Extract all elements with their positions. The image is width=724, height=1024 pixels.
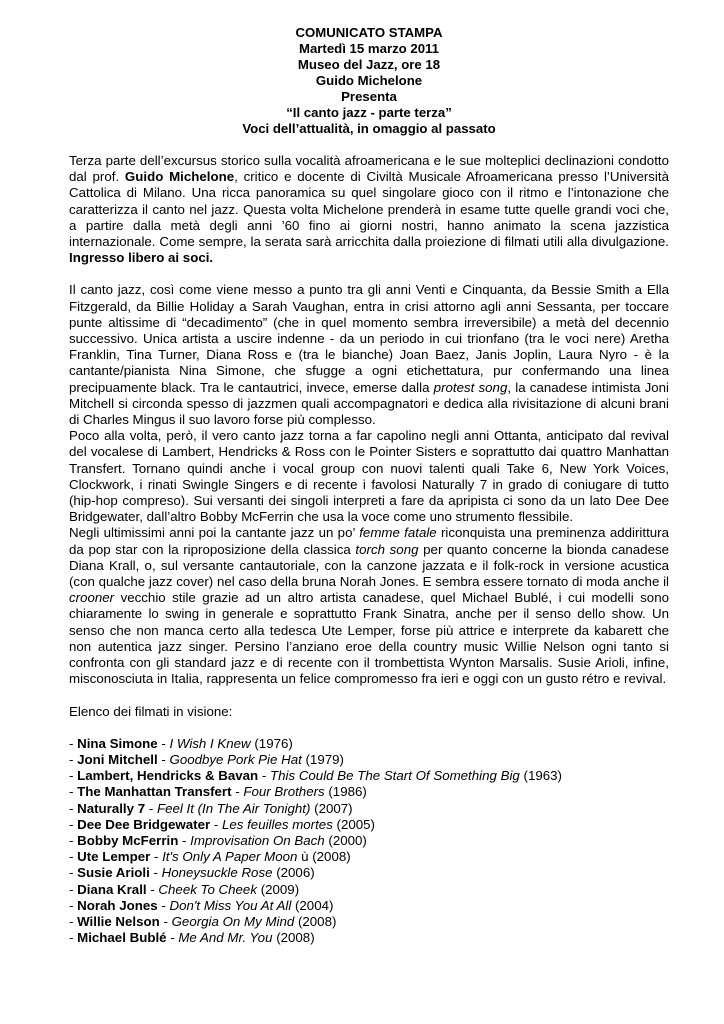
film-list-item: - Dee Dee Bridgewater - Les feuilles mortes (2005) <box>69 816 375 832</box>
film-title: Improvisation On Bach <box>190 832 325 848</box>
film-year: (1963) <box>523 768 562 784</box>
film-artist: Bobby McFerrin <box>77 832 179 848</box>
film-title: Honeysuckle Rose <box>161 865 273 881</box>
film-year: (2004) <box>294 897 334 913</box>
film-title: Cheek To Cheek <box>158 881 257 897</box>
intro-text-1: Terza parte dell’excursus storico sulla vocalità afroamericana e le sue molteplici declinazioni condotto dal prof. <box>69 153 669 185</box>
presenter-name: Guido Michelone <box>315 73 423 88</box>
film-artist: Michael Bublé <box>77 930 167 946</box>
film-title: This Could Be The Start Of Something Big <box>270 768 520 784</box>
film-list-item: - Nina Simone - I Wish I Knew (1976) <box>69 735 293 751</box>
recent-text-4: vecchio stile grazie ad un altro artista canadese, quel Michael Bublé, i cui modelli sono chiaramente lo swing in generale e soprattutto Frank Sinatra, anche per il senso dello show. Un senso che non manca certo alla tedesca Ute Lemper, forse più attrice e interprete da kabarett che non autentica jazz singer. Persino l’anziano eroe della country music Willie Nelson ogni tanto si confronta con gli standard jazz e di recente con il trombettista Wynton Marsalis. Susie Arioli, infine, misconosciuta in Italia, rappresenta un felice compromesso fra ieri e oggi con un gusto rétro e revival. <box>69 590 669 687</box>
film-artist: Willie Nelson <box>77 913 160 929</box>
film-year: ù (2008) <box>301 849 351 865</box>
recent-paragraph <box>69 525 669 687</box>
film-year: (2007) <box>314 800 353 816</box>
recent-text-3: per quanto concerne la bionda canadese Diana Krall, o, sul versante cantautoriale, con la canzone jazzata e il folk-rock in versione acustica (con qualche jazz cover) nel caso della bruna Norah Jones. E sembra essere tornato di moda anche il <box>69 541 670 590</box>
film-list-title: Elenco dei filmati in visione: <box>69 703 233 719</box>
film-title: Feel It (In The Air Tonight) <box>156 800 311 816</box>
film-list-item: - Naturally 7 - Feel It (In The Air Tonight) (2007) <box>69 800 353 816</box>
history-paragraph <box>69 282 669 428</box>
film-title: Don't Miss You At All <box>169 897 292 913</box>
event-title: “Il canto jazz - parte terza” <box>286 105 452 120</box>
film-title: It's Only A Paper Moon <box>162 849 298 865</box>
press-release-header <box>69 25 669 137</box>
event-subtitle: Voci dell’attualità, in omaggio al passato <box>242 121 496 136</box>
event-venue: Museo del Jazz, ore 18 <box>297 57 441 72</box>
intro-paragraph <box>69 153 669 266</box>
intro-presenter-name: Guido Michelone <box>124 169 235 185</box>
film-list-item: - Diana Krall - Cheek To Cheek (2009) <box>69 881 300 897</box>
recent-emphasis-1: femme fatale <box>359 525 437 541</box>
film-list <box>69 736 669 947</box>
film-artist: Nina Simone <box>77 735 158 751</box>
film-year: (2008) <box>297 913 337 929</box>
recent-text-2: riconquista una preminenza addirittura da pop star con la riproposizione della classica <box>69 525 669 557</box>
film-artist: Ute Lemper <box>77 849 151 865</box>
film-artist: Susie Arioli <box>77 865 150 881</box>
intro-text-2: , critico e docente di Civiltà Musicale Afroamericana presso l’Università Cattolica di Milano. Una ricca panoramica su quel singolare gioco con il ritmo e l’intonazione che caratterizza il canto nel jazz. Questa volta Michelone prenderà in esame tutte quelle grandi voci che, a partire dalla metà degli anni ’60 fino ai giorni nostri, hanno animato la scena jazzistica internazionale. Come sempre, la serata sarà arricchita dalla proiezione di filmati utili alla divulgazione. <box>69 169 669 250</box>
film-artist: Naturally 7 <box>77 800 146 816</box>
film-year: (1976) <box>254 735 293 751</box>
press-release-body <box>69 153 669 946</box>
film-list-item: - Bobby McFerrin - Improvisation On Bach (2000) <box>69 832 367 848</box>
film-list-item: - Michael Bublé - Me And Mr. You (2008) <box>69 930 315 946</box>
history-text-2: , la canadese intimista Joni Mitchell si circonda spesso di jazzmen quali accompagnatori e dedica alla rivisitazione di alcuni brani di Charles Mingus il suo lavoro forse più complesso. <box>69 379 670 428</box>
film-title: Me And Mr. You <box>178 930 273 946</box>
film-artist: The Manhattan Transfert <box>77 784 232 800</box>
film-list-item: - Lambert, Hendricks & Bavan - This Could Be The Start Of Something Big (1963) <box>69 768 562 784</box>
presents-label: Presenta <box>341 89 397 104</box>
film-list-item: - Willie Nelson - Georgia On My Mind (2008) <box>69 913 337 929</box>
free-entry-note: Ingresso libero ai soci. <box>69 250 214 266</box>
film-list-item: - Norah Jones - Don't Miss You At All (2004) <box>69 897 334 913</box>
film-artist: Diana Krall <box>77 881 147 897</box>
film-title: Four Brothers <box>243 784 325 800</box>
film-title: I Wish I Knew <box>169 735 251 751</box>
event-date: Martedì 15 marzo 2011 <box>298 41 439 56</box>
film-artist: Lambert, Hendricks & Bavan <box>77 768 259 784</box>
film-year: (2008) <box>276 930 315 946</box>
film-year: (1986) <box>328 784 367 800</box>
film-year: (2000) <box>328 832 367 848</box>
recent-text-1: Negli ultimissimi anni poi la cantante jazz un po’ <box>69 525 360 541</box>
revival-paragraph: Poco alla volta, però, il vero canto jazz torna a far capolino negli anni Ottanta, anticipato dal revival del vocalese di Lambert, Hendricks & Ross con le Pointer Sisters e soprattutto dai quattro Manhattan Transfert. Tornano quindi anche i vocal group con nuovi talenti quali Take 6, New York Voices, Clockwork, i rinati Swingle Singers e di recente i favolosi Naturally 7 in grado di coniugare di tutto (hip-hop compreso). Sui versanti dei singoli interpreti a fare da apripista ci sono da un lato Dee Dee Bridgewater, dall’altro Bobby McFerrin che usa la voce come uno strumento flessibile. <box>69 428 669 525</box>
film-list-item: - Joni Mitchell - Goodbye Pork Pie Hat (1979) <box>69 751 344 767</box>
film-list-item: - The Manhattan Transfert - Four Brothers (1986) <box>69 784 367 800</box>
film-artist: Dee Dee Bridgewater <box>77 816 211 832</box>
film-artist: Joni Mitchell <box>77 751 158 767</box>
film-year: (1979) <box>305 751 344 767</box>
recent-emphasis-3: crooner <box>69 590 115 606</box>
film-year: (2006) <box>276 865 315 881</box>
film-year: (2009) <box>260 881 300 897</box>
film-title: Goodbye Pork Pie Hat <box>169 751 302 767</box>
film-title: Georgia On My Mind <box>171 913 295 929</box>
history-emphasis: protest song <box>433 379 508 395</box>
header-label: COMUNICATO STAMPA <box>295 25 443 40</box>
film-year: (2005) <box>336 816 375 832</box>
film-artist: Norah Jones <box>77 897 158 913</box>
recent-emphasis-2: torch song <box>355 541 419 557</box>
history-text-1: Il canto jazz, così come viene messo a punto tra gli anni Venti e Cinquanta, da Bessie Smith a Ella Fitzgerald, da Billie Holiday a Sarah Vaughan, entra in crisi attorno agli anni Sessanta, per toccare punte altissime di “decadimento” (che in quel momento sembra irreversibile) a metà del decennio successivo. Unica artista a uscire indenne - da un periodo in cui trionfano (tra le voci nere) Aretha Franklin, Tina Turner, Diana Ross e (tra le bianche) Joan Baez, Janis Joplin, Laura Nyro - è la cantante/pianista Nina Simone, che sfugge a ogni etichettatura, pur confermando una linea precipuamente black. Tra le cantautrici, invece, emerse dalla <box>69 282 669 395</box>
film-list-item: - Susie Arioli - Honeysuckle Rose (2006) <box>69 865 315 881</box>
film-title: Les feuilles mortes <box>221 816 333 832</box>
film-list-item: - Ute Lemper - It's Only A Paper Moon ù (2008) <box>69 849 351 865</box>
